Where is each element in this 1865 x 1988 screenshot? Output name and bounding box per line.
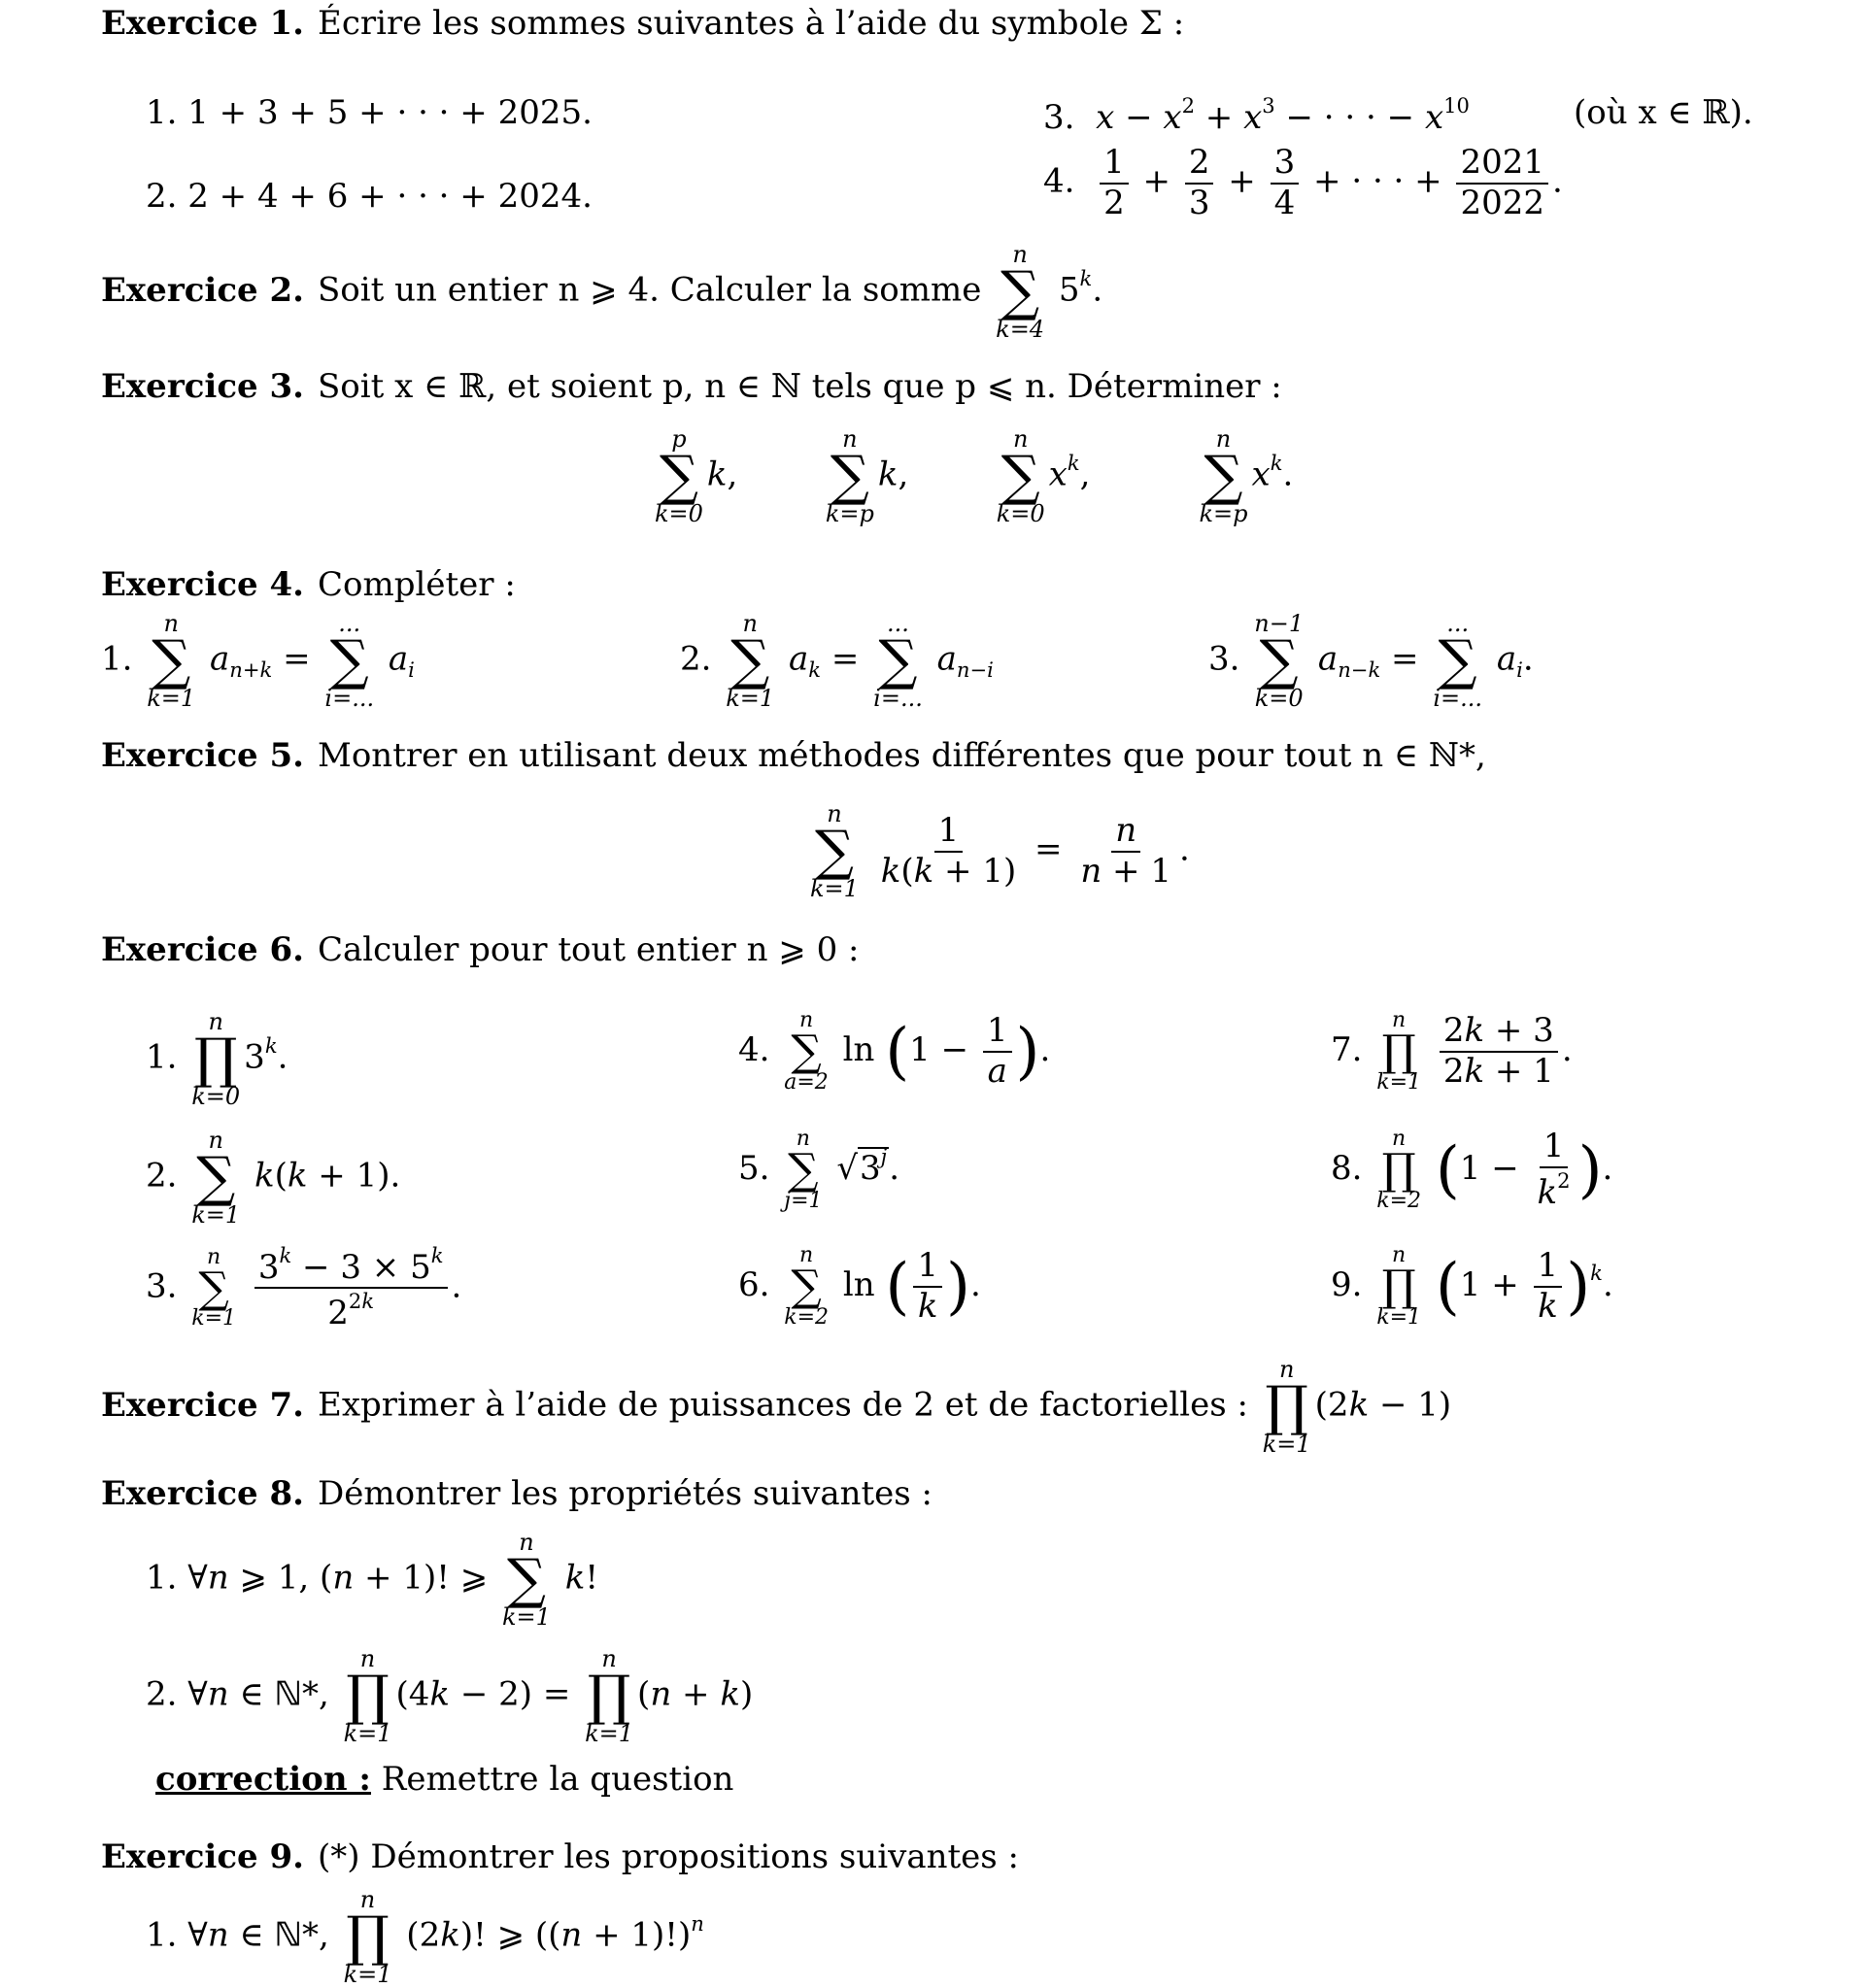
ex1-item-4: 4. $\frac{1}{2}$ + $\frac{2}{3}$ + $\frac{3}{4}$ + · · · + $\frac{2021}{2022}$ . [1043, 143, 1563, 222]
exercise-6-text: Calculer pour tout entier n ⩾ 0 : [318, 930, 860, 969]
exercise-1-heading [101, 4, 1184, 43]
exercise-7-heading: Exercice 7. Exprimer à l’aide de puissances de 2 et de factorielles : n ∏ k=1 (2k − 1) [101, 1356, 1452, 1459]
exercise-4-title: Exercice 4. [101, 565, 305, 604]
exercise-3-title: Exercice 3. [101, 367, 305, 406]
ex8-item-1: 1. ∀n ⩾ 1, (n + 1)! ⩾ n ∑ k=1 k! [146, 1529, 599, 1632]
ex5-formula: n ∑ k=1 $\frac{1}{k(k + 1)}$ = $\frac{n}{n + 1}$ . [810, 800, 1190, 903]
ex6-item-2: 2. n ∑ k=1 k(k + 1). [146, 1127, 401, 1230]
ex8-item-2: 2. ∀n ∈ ℕ*, n ∏ k=1 (4k − 2) = n ∏ k=1 (n + k) [146, 1645, 754, 1748]
frac-3-4: $\frac{3}{4}$ [1271, 146, 1300, 220]
exercise-4-text: Compléter : [318, 565, 516, 604]
sum-symbol: n ∑ k=4 [996, 241, 1045, 344]
exercise-5-title: Exercice 5. [101, 736, 305, 775]
ex8-correction [155, 1760, 733, 1799]
exercise-8-text: Démontrer les propriétés suivantes : [318, 1474, 932, 1513]
frac-2-3: $\frac{2}{3}$ [1185, 146, 1214, 220]
ex6-item-6: 6. n ∑ k=2 ln ( $\frac{1}{k}$ ). [738, 1243, 981, 1330]
exercise-5-heading [101, 736, 1486, 775]
frac-1-2: $\frac{1}{2}$ [1100, 146, 1129, 220]
exercise-1-text: Écrire les sommes suivantes à l’aide du symbole Σ : [318, 4, 1185, 43]
exercise-3-text: Soit x ∈ ℝ, et soient p, n ∈ ℕ tels que p ⩽ n. Déterminer : [318, 367, 1282, 406]
exercise-8-title: Exercice 8. [101, 1474, 305, 1513]
product-symbol: n ∏ k=1 [1262, 1356, 1311, 1459]
ex1-item-2: 2. 2 + 4 + 6 + · · · + 2024. [146, 177, 593, 216]
exercise-6-title: Exercice 6. [101, 930, 305, 969]
correction-label: correction : [155, 1760, 371, 1799]
correction-text: Remettre la question [381, 1760, 734, 1799]
exercise-6-heading [101, 930, 860, 969]
ex6-item-1: 1. n ∏ k=0 3$^k$. [146, 1008, 288, 1111]
ex6-item-8: 8. n ∏ k=2 (1 − $\frac{1}{k^2}$ ). [1331, 1127, 1613, 1213]
ex9-item-1: 1. ∀n ∈ ℕ*, n ∏ k=1 (2k)! ⩾ $((n + 1)!)^n$ [146, 1886, 704, 1988]
exercise-9-heading [101, 1837, 1019, 1876]
exercise-1-title: Exercice 1. [101, 4, 305, 43]
ex1-item-3-note: (où x ∈ ℝ). [1574, 93, 1753, 132]
ex6-item-9: 9. n ∏ k=1 (1 + $\frac{1}{k}$ )$^k$. [1331, 1243, 1613, 1330]
exercise-2-heading: Exercice 2. Soit un entier n ⩾ 4. Calculer la somme n ∑ k=4 5$^k$. [101, 241, 1103, 344]
exercise-9-text: (*) Démontrer les propositions suivantes : [318, 1837, 1019, 1876]
ex4-item-1: 1. n ∑ k=1 $a_{n+k}$ = ... ∑ i=... $a_i$ [101, 610, 415, 713]
ex6-item-3: 3. n ∑ k=1 $\frac{3^k - 3 \times 5^k}{2^{2k}}$ . [146, 1243, 462, 1333]
exercise-4-heading [101, 565, 516, 604]
exercise-7-title: Exercice 7. [101, 1385, 305, 1425]
ex3-sums: p ∑ k=0 k, n ∑ k=p k, n ∑ k=0 $x^k$, n ∑ k=p $x^k$. [655, 425, 1294, 528]
exercise-3-heading [101, 367, 1282, 406]
exercise-2-title: Exercice 2. [101, 270, 305, 310]
exercise-2-text: Soit un entier n ⩾ 4. Calculer la somme [318, 270, 982, 310]
exercise-7-text: Exprimer à l’aide de puissances de 2 et de factorielles : [318, 1385, 1248, 1425]
ex6-item-5: 5. n ∑ j=1 √3$^j$. [738, 1127, 899, 1213]
ex4-item-3: 3. n−1 ∑ k=0 $a_{n-k}$ = ... ∑ i=... $a_i$. [1208, 610, 1534, 713]
ex1-item-1: 1. 1 + 3 + 5 + · · · + 2025. [146, 93, 593, 132]
ex6-item-4: 4. n ∑ a=2 ln (1 − $\frac{1}{a}$ ). [738, 1008, 1051, 1095]
ex4-item-2: 2. n ∑ k=1 $a_k$ = ... ∑ i=... $a_{n-i}$ [680, 610, 994, 713]
exercise-9-title: Exercice 9. [101, 1837, 305, 1876]
ex6-item-7: 7. n ∏ k=1 $\frac{2k + 3}{2k + 1}$ . [1331, 1008, 1573, 1095]
frac-2021-2022: $\frac{2021}{2022}$ [1456, 146, 1548, 220]
exercise-8-heading [101, 1474, 932, 1513]
ex1-item-3: 3. $x - x^2 + x^3$ − · · · − $x^{10}$ [1043, 93, 1470, 137]
exercise-5-text: Montrer en utilisant deux méthodes différentes que pour tout n ∈ ℕ*, [318, 736, 1486, 775]
